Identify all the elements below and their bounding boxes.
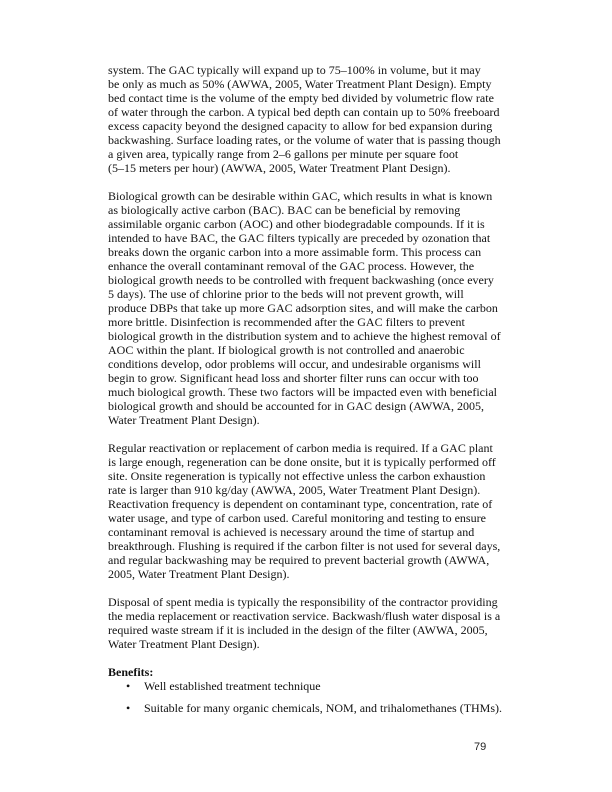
text-line: contaminant removal is achieved is necessary around the time of startup and [108,525,475,539]
benefits-list [108,679,508,715]
text-line: conditions develop, odor problems will occur, and undesirable organisms will [108,357,481,371]
text-line: bed contact time is the volume of the empty bed divided by volumetric flow rate [108,91,494,105]
text-line: Regular reactivation or replacement of carbon media is required. If a GAC plant [108,441,493,455]
text-line: system. The GAC typically will expand up to 75–100% in volume, but it may [108,63,481,77]
text-line: Water Treatment Plant Design). [108,413,260,427]
text-line: of water through the carbon. A typical bed depth can contain up to 50% freeboard [108,105,500,119]
text-line: site. Onsite regeneration is typically not effective unless the carbon exhaustion [108,469,486,483]
text-line: begin to grow. Significant head loss and shorter filter runs can occur with too [108,371,479,385]
text-line: produce DBPs that take up more GAC adsorption sites, and will make the carbon [108,301,498,315]
text-line: much biological growth. These two factors will be impacted even with beneficial [108,385,497,399]
text-line: Disposal of spent media is typically the responsibility of the contractor providing [108,595,498,609]
text-line: water usage, and type of carbon used. Careful monitoring and testing to ensure [108,511,486,525]
text-line: required waste stream if it is included in the design of the filter (AWWA, 2005, [108,623,488,637]
text-line: breakthrough. Flushing is required if the carbon filter is not used for several days, [108,539,501,553]
text-line: biological growth and should be accounted for in GAC design (AWWA, 2005, [108,399,484,413]
paragraph-biological-growth [108,189,508,427]
bullet-icon: • [126,679,131,693]
text-line: as biologically active carbon (BAC). BAC can be beneficial by removing [108,203,461,217]
text-line: breaks down the organic carbon into a more assimable form. This process can [108,245,482,259]
text-line: 2005, Water Treatment Plant Design). [108,567,290,581]
text-line: the media replacement or reactivation service. Backwash/flush water disposal is a [108,609,501,623]
paragraph-disposal [108,595,508,651]
text-line: is large enough, regeneration can be done onsite, but it is typically performed off [108,455,496,469]
text-line: 5 days). The use of chlorine prior to the beds will not prevent growth, will [108,287,464,301]
page-number: 79 [474,741,487,753]
text-line: a given area, typically range from 2–6 gallons per minute per square foot [108,147,459,161]
bullet-icon: • [126,701,131,715]
text-line: backwashing. Surface loading rates, or the volume of water that is passing though [108,133,501,147]
text-line: AOC within the plant. If biological growth is not controlled and anaerobic [108,343,465,357]
text-line: be only as much as 50% (AWWA, 2005, Water Treatment Plant Design). Empty [108,77,492,91]
text-line: Reactivation frequency is dependent on contaminant type, concentration, rate of [108,497,493,511]
page-body [108,63,508,723]
text-line: excess capacity beyond the designed capacity to allow for bed expansion during [108,119,493,133]
list-item-text: Well established treatment technique [144,679,321,693]
text-line: and regular backwashing may be required to prevent bacterial growth (AWWA, [108,553,490,567]
text-line: assimilable organic carbon (AOC) and other biodegradable compounds. If it is [108,217,485,231]
text-line: biological growth needs to be controlled with frequent backwashing (once every [108,273,494,287]
benefits-heading: Benefits: [108,665,154,679]
text-line: enhance the overall contaminant removal of the GAC process. However, the [108,259,475,273]
paragraph-gac-expansion [108,63,508,175]
text-line: (5–15 meters per hour) (AWWA, 2005, Water Treatment Plant Design). [108,161,451,175]
text-line: Biological growth can be desirable within GAC, which results in what is known [108,189,493,203]
text-line: more brittle. Disinfection is recommended after the GAC filters to prevent [108,315,465,329]
text-line: biological growth in the distribution system and to achieve the highest removal of [108,329,501,343]
list-item [108,679,508,693]
text-line: intended to have BAC, the GAC filters typically are preceded by ozonation that [108,231,491,245]
list-item [108,701,508,715]
text-line: Water Treatment Plant Design). [108,637,260,651]
text-line: rate is larger than 910 kg/day (AWWA, 2005, Water Treatment Plant Design). [108,483,481,497]
list-item-text: Suitable for many organic chemicals, NOM, and trihalomethanes (THMs). [144,701,503,715]
paragraph-reactivation [108,441,508,581]
